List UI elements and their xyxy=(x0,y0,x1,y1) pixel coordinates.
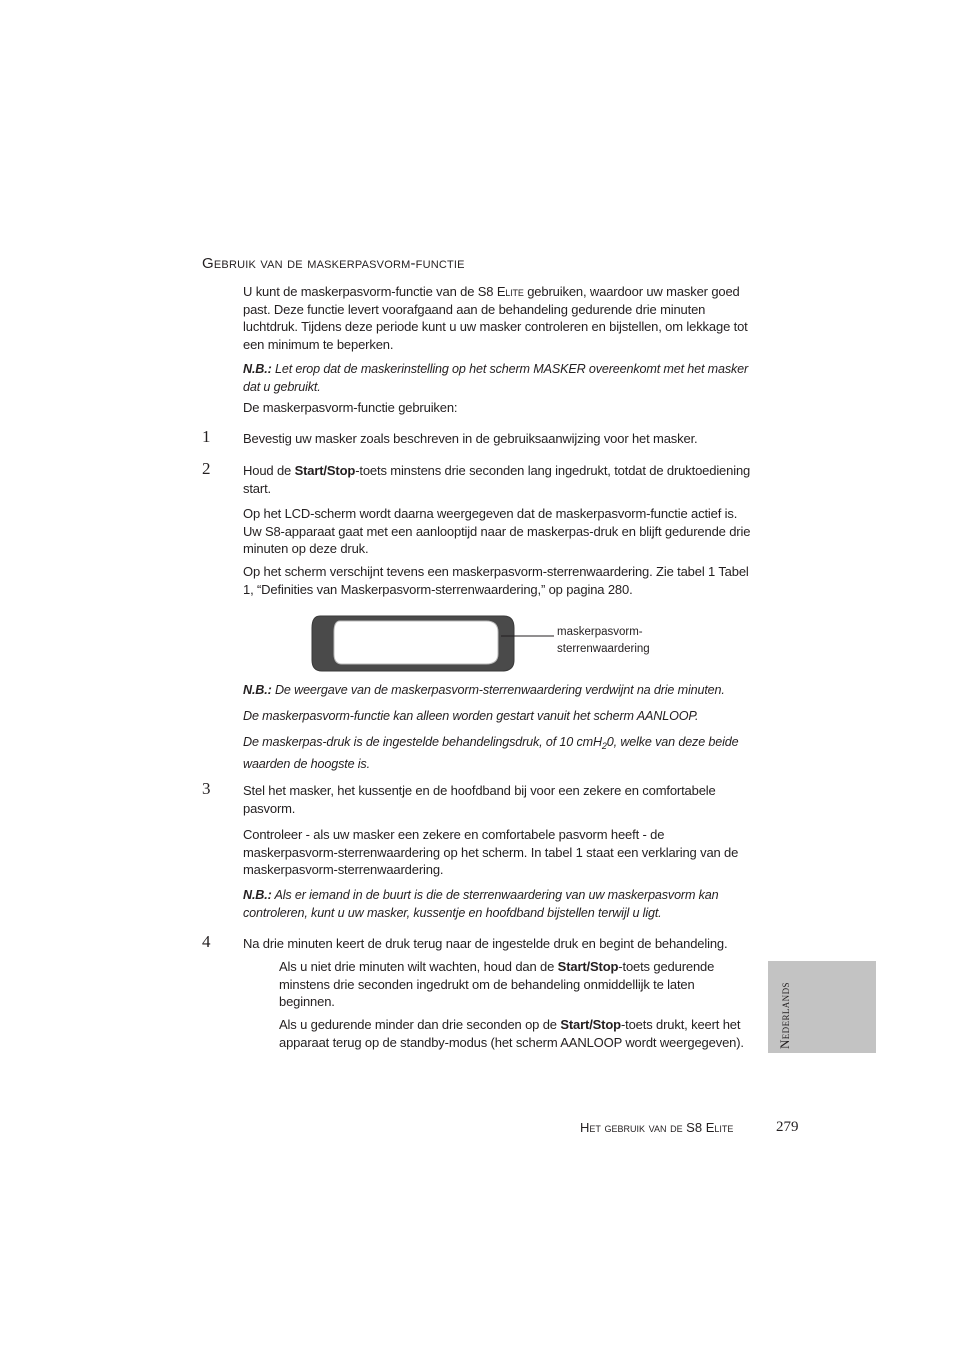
note-label: N.B.: xyxy=(243,888,272,902)
note-pressure-subscript: 2 xyxy=(601,741,607,751)
step-4-skip-wait-paragraph xyxy=(279,958,749,1011)
callout-label xyxy=(557,624,650,657)
note-text: De weergave van de maskerpasvorm-sterrenwaardering verdwijnt na drie minuten. xyxy=(271,683,725,697)
step-4-p1-pre: Als u niet drie minuten wilt wachten, houd dan de xyxy=(279,959,558,974)
start-stop-key-label: Start/Stop xyxy=(294,463,356,478)
step-number-1: 1 xyxy=(202,427,211,446)
step-3-check-paragraph: Controleer - als uw masker een zekere en comfortabele pasvorm heeft - de maskerpasvorm-sterrenwaardering op het scherm. In tabel 1 staat een verklaring van de maskerpasvorm-sterrenwaardering. xyxy=(243,827,739,877)
step-4-text: Na drie minuten keert de druk terug naar de ingestelde druk en begint de behandeling. xyxy=(243,936,728,951)
note-start-from-aanloop: De maskerpasvorm-functie kan alleen worden gestart vanuit het scherm AANLOOP. xyxy=(243,709,699,723)
callout-line-2: sterrenwaardering xyxy=(557,642,650,655)
step-number-3: 3 xyxy=(202,779,211,798)
intro-paragraph xyxy=(243,283,753,353)
steps-intro: De maskerpasvorm-functie gebruiken: xyxy=(243,400,458,415)
note-pressure-text-2: 0, welke van deze beide waarden de hoogste is. xyxy=(243,735,739,771)
step-2-text xyxy=(243,462,753,497)
note-text: Let erop dat de maskerinstelling op het scherm MASKER overeenkomt met het masker dat u gebruikt. xyxy=(243,362,749,394)
step-2-post: -toets minstens drie seconden lang ingedrukt, totdat de druktoediening start. xyxy=(243,463,751,496)
note-mask-setting xyxy=(243,361,753,396)
note-label: N.B.: xyxy=(243,362,272,376)
note-mask-pressure xyxy=(243,734,753,773)
intro-text-2: gebruiken, waardoor uw masker goed past. Deze functie levert voorafgaand aan de behandeling gedurende drie minuten luchtdruk. Tijdens deze periode kunt u uw masker controleren en bijstellen, om lekkage tot een minimum te beperken. xyxy=(243,284,748,352)
callout-line-1: maskerpasvorm- xyxy=(557,626,643,638)
lcd-display-illustration xyxy=(308,612,558,674)
start-stop-key-label: Start/Stop xyxy=(560,1017,621,1032)
step-3-text: Stel het masker, het kussentje en de hoofdband bij voor een zekere en comfortabele pasvorm. xyxy=(243,783,716,816)
step-2-lcd-paragraph: Op het LCD-scherm wordt daarna weergegeven dat de maskerpasvorm-functie actief is. Uw S8-apparaat gaat met een aanlooptijd naar de maskerpas-druk en blijft gedurende drie minuten op deze druk. xyxy=(243,506,751,556)
note-someone-nearby xyxy=(243,887,753,922)
intro-text-1: U kunt de maskerpasvorm-functie van de S8 xyxy=(243,284,497,299)
step-4-p1-post: -toets gedurende minstens drie seconden ingedrukt om de behandeling onmiddellijk te laten beginnen. xyxy=(279,959,715,1009)
note-rating-disappears xyxy=(243,682,753,700)
footer-title: Het gebruik van de S8 Elite xyxy=(580,1120,734,1135)
note-label: N.B.: xyxy=(243,683,272,697)
step-2-rating-paragraph: Op het scherm verschijnt tevens een maskerpasvorm-sterrenwaardering. Zie tabel 1 Tabel 1, “Definities van Maskerpasvorm-sterrenwaardering,” op pagina 280. xyxy=(243,564,749,597)
start-stop-key-label: Start/Stop xyxy=(557,959,619,974)
step-number-2: 2 xyxy=(202,459,211,478)
note-text: Als er iemand in de buurt is die de sterrenwaardering van uw maskerpasvorm kan controleren, kunt u uw masker, kussentje en hoofdband bijstellen terwijl u ligt. xyxy=(243,888,719,920)
step-number-4: 4 xyxy=(202,932,211,951)
step-1-text: Bevestig uw masker zoals beschreven in de gebruiksaanwijzing voor het masker. xyxy=(243,431,698,446)
section-heading: Gebruik van de maskerpasvorm-functie xyxy=(202,255,465,272)
step-4-p2-pre: Als u gedurende minder dan drie seconden op de xyxy=(279,1017,561,1032)
page-number: 279 xyxy=(776,1119,799,1135)
intro-elite: Elite xyxy=(496,284,524,299)
step-4-standby-paragraph xyxy=(279,1016,749,1051)
step-2-pre: Houd de xyxy=(243,463,295,478)
language-tab-label: Nederlands xyxy=(777,982,792,1049)
note-pressure-text-1: De maskerpas-druk is de ingestelde behandelingsdruk, of 10 cmH xyxy=(243,735,602,749)
step-4-p2-post: -toets drukt, keert het apparaat terug op de standby-modus (het scherm AANLOOP wordt weergegeven). xyxy=(279,1017,744,1050)
